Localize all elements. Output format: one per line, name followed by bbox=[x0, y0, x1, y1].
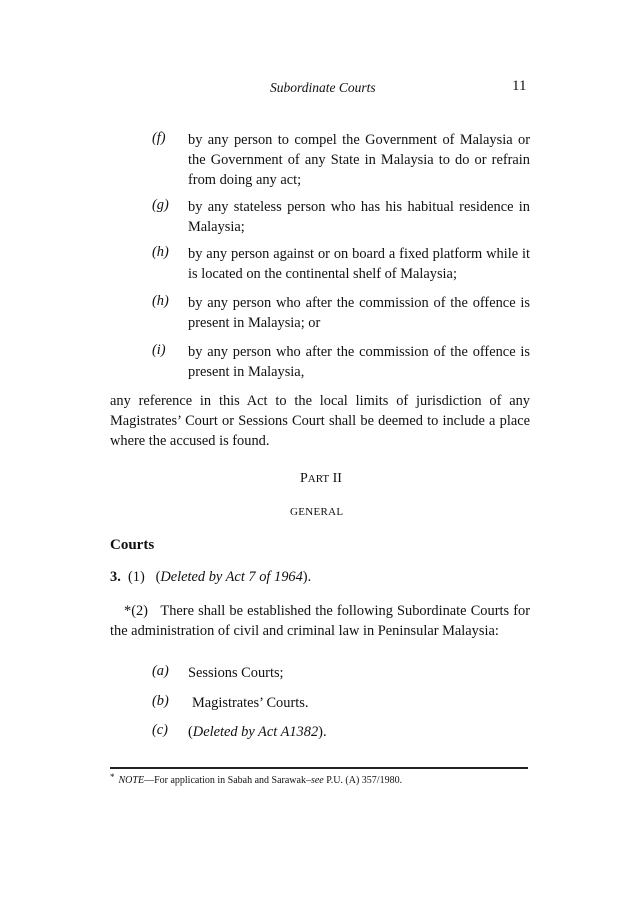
footnote-marker: * bbox=[110, 772, 115, 782]
part-heading bbox=[300, 471, 342, 487]
closing-paragraph: any reference in this Act to the local limits of jurisdiction of any Magistrates’ Court or Sessions Court shall be deemed to include a place where the accused is found. bbox=[110, 393, 530, 449]
running-title: Subordinate Courts bbox=[270, 80, 376, 95]
subsection-text: There shall be established the following Subordinate Courts for the administration of civil and criminal law in Peninsular Malaysia: bbox=[110, 603, 530, 639]
clause-text: by any person who after the commission of the offence is present in Malaysia; or bbox=[188, 295, 530, 331]
footnote-text: —For application in Sabah and Sarawak– bbox=[144, 775, 311, 786]
footnote-divider bbox=[110, 767, 528, 769]
clause-text: by any person to compel the Government of Malaysia or the Government of any State in Malaysia to do or refrain from doing any act; bbox=[188, 132, 530, 188]
clause-letter: (g) bbox=[152, 197, 169, 213]
item-text: (Deleted by Act A1382). bbox=[188, 724, 327, 740]
footnote-reference: P.U. (A) 357/1980. bbox=[326, 775, 403, 786]
section-heading: Courts bbox=[110, 537, 155, 553]
page-number: 11 bbox=[512, 78, 527, 94]
subsection-text: Deleted by Act 7 of 1964 bbox=[160, 569, 303, 585]
section-number: 3. bbox=[110, 569, 121, 585]
part-title: GENERAL bbox=[290, 506, 344, 518]
clause-text: by any person who after the commission of the offence is present in Malaysia, bbox=[188, 344, 530, 380]
item-letter: (b) bbox=[152, 693, 169, 709]
item-letter: (a) bbox=[152, 663, 169, 679]
clause-letter: (h) bbox=[152, 293, 169, 309]
section-3-subsection-1: 3. (1) (Deleted by Act 7 of 1964). bbox=[110, 569, 312, 585]
subsection-label: *(2) bbox=[124, 603, 148, 619]
clause-letter: (i) bbox=[152, 342, 166, 358]
clause-letter: (f) bbox=[152, 130, 166, 146]
part-word-first: P bbox=[300, 471, 308, 486]
item-letter: (c) bbox=[152, 722, 168, 738]
part-numeral: II bbox=[332, 471, 342, 486]
subsection-label: (1) bbox=[128, 569, 145, 585]
footnote-label: NOTE bbox=[118, 775, 145, 786]
clause-text: by any person against or on board a fixed platform while it is located on the continental shelf of Malaysia; bbox=[188, 246, 530, 282]
footnote-see: see bbox=[310, 775, 324, 786]
section-3-subsection-2 bbox=[110, 601, 530, 641]
item-text: Sessions Courts; bbox=[188, 665, 284, 681]
footnote bbox=[110, 773, 530, 788]
clause-letter: (h) bbox=[152, 244, 169, 260]
part-word-rest: ART bbox=[307, 473, 330, 485]
item-text: Magistrates’ Courts. bbox=[192, 695, 309, 711]
clause-text: by any stateless person who has his habitual residence in Malaysia; bbox=[188, 199, 530, 235]
